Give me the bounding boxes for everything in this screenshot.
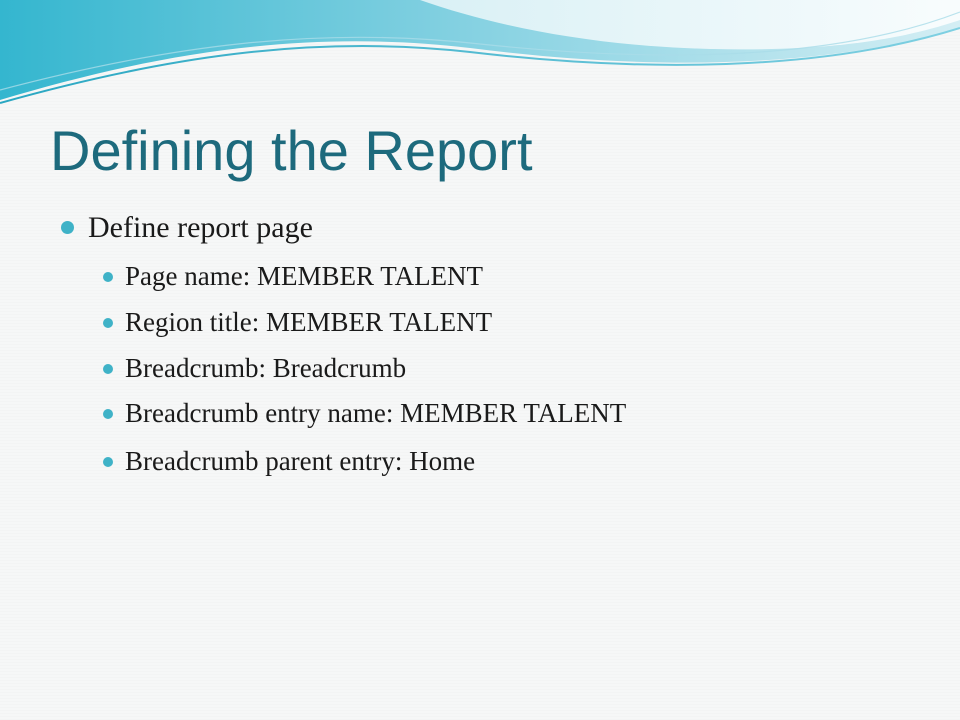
sub-bullet-item: [125, 446, 475, 477]
bullet-dot-icon: [103, 318, 113, 328]
sub-bullet-text: Breadcrumb parent entry: Home: [125, 446, 476, 476]
bullet-dot-icon: [103, 457, 113, 467]
sub-bullet-text: Region title: MEMBER TALENT: [125, 307, 493, 337]
sub-bullet-text: Page name: MEMBER TALENT: [125, 261, 484, 291]
slide-title: Defining the Report: [50, 119, 533, 182]
sub-bullet-item: [125, 307, 492, 338]
bullet-text: Define report page: [88, 211, 313, 244]
sub-bullet-item: [125, 261, 483, 292]
sub-bullet-text: Breadcrumb entry name: MEMBER TALENT: [125, 398, 627, 428]
sub-bullet-item: [125, 398, 626, 429]
bullet-dot-icon: [61, 221, 74, 234]
bullet-dot-icon: [103, 409, 113, 419]
bullet-item: [88, 211, 313, 245]
sub-bullet-text: Breadcrumb: Breadcrumb: [125, 353, 407, 383]
bullet-dot-icon: [103, 272, 113, 282]
bullet-dot-icon: [103, 364, 113, 374]
sub-bullet-item: [125, 353, 406, 384]
